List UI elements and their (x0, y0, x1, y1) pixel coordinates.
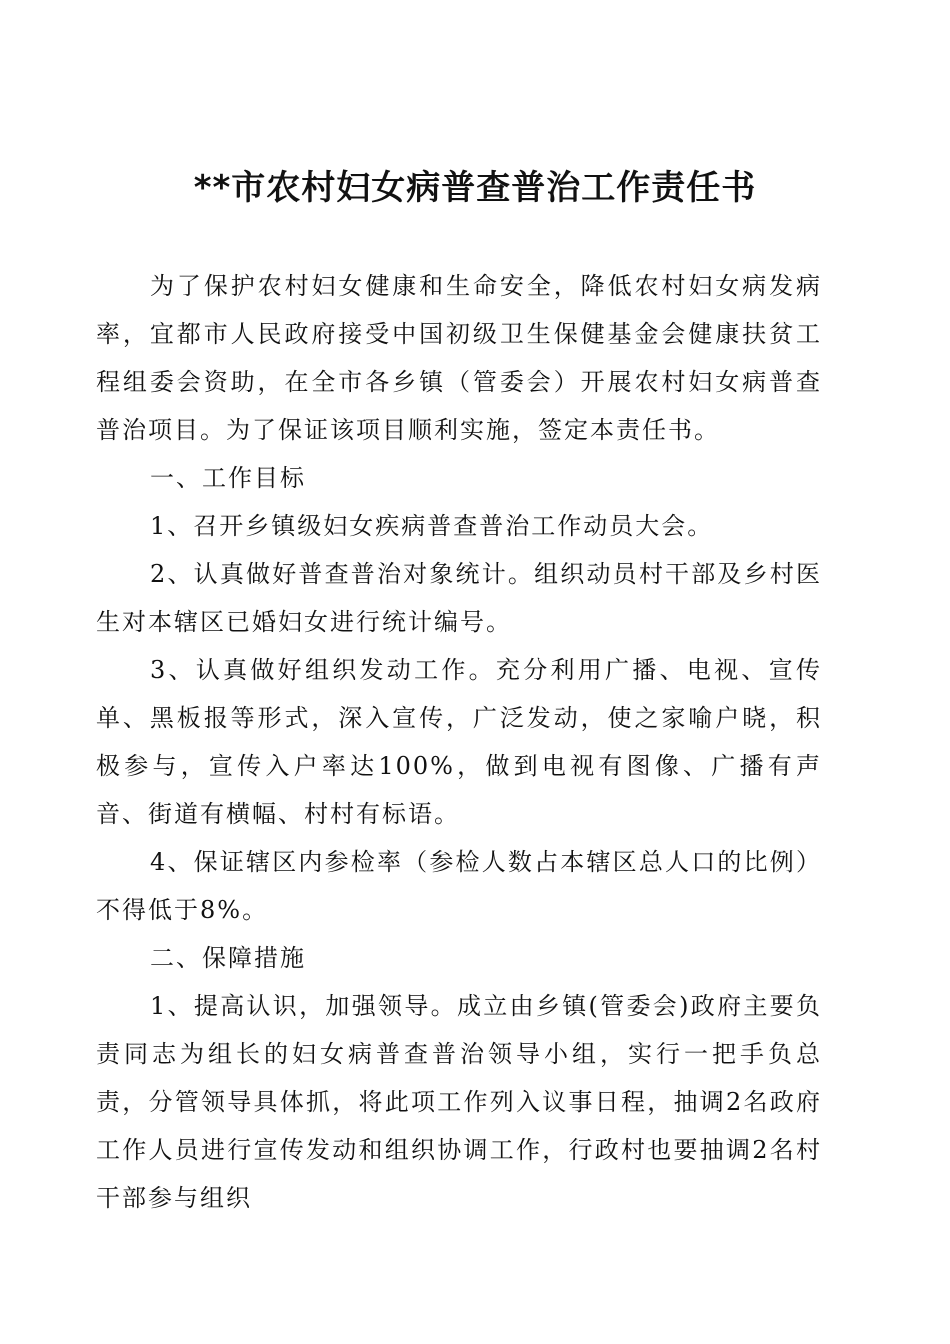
goal-item-1: 1、召开乡镇级妇女疾病普查普治工作动员大会。 (150, 512, 714, 540)
section-heading-measures: 二、保障措施 (150, 944, 306, 972)
document-body (96, 262, 822, 1222)
intro-paragraph: 为了保护农村妇女健康和生命安全，降低农村妇女病发病率，宜都市人民政府接受中国初级卫生保健基金会健康扶贫工程组委会资助，在全市各乡镇（管委会）开展农村妇女病普查普治项目。为了保证该项目顺利实施，签定本责任书。 (96, 272, 822, 444)
goal-item-3: 3、认真做好组织发动工作。充分利用广播、电视、宣传单、黑板报等形式，深入宣传，广泛发动，使之家喻户晓，积极参与，宣传入户率达100%，做到电视有图像、广播有声音、街道有横幅、村村有标语。 (96, 656, 822, 828)
document-title: **市农村妇女病普查普治工作责任书 (193, 168, 757, 208)
goal-item-4: 4、保证辖区内参检率（参检人数占本辖区总人口的比例）不得低于8%。 (96, 848, 822, 924)
section-heading-goals: 一、工作目标 (150, 464, 306, 492)
goal-item-2: 2、认真做好普查普治对象统计。组织动员村干部及乡村医生对本辖区已婚妇女进行统计编号。 (96, 560, 822, 636)
measure-item-1: 1、提高认识，加强领导。成立由乡镇(管委会)政府主要负责同志为组长的妇女病普查普治领导小组，实行一把手负总责，分管领导具体抓，将此项工作列入议事日程，抽调2名政府工作人员进行宣传发动和组织协调工作，行政村也要抽调2名村干部参与组织 (96, 992, 822, 1212)
